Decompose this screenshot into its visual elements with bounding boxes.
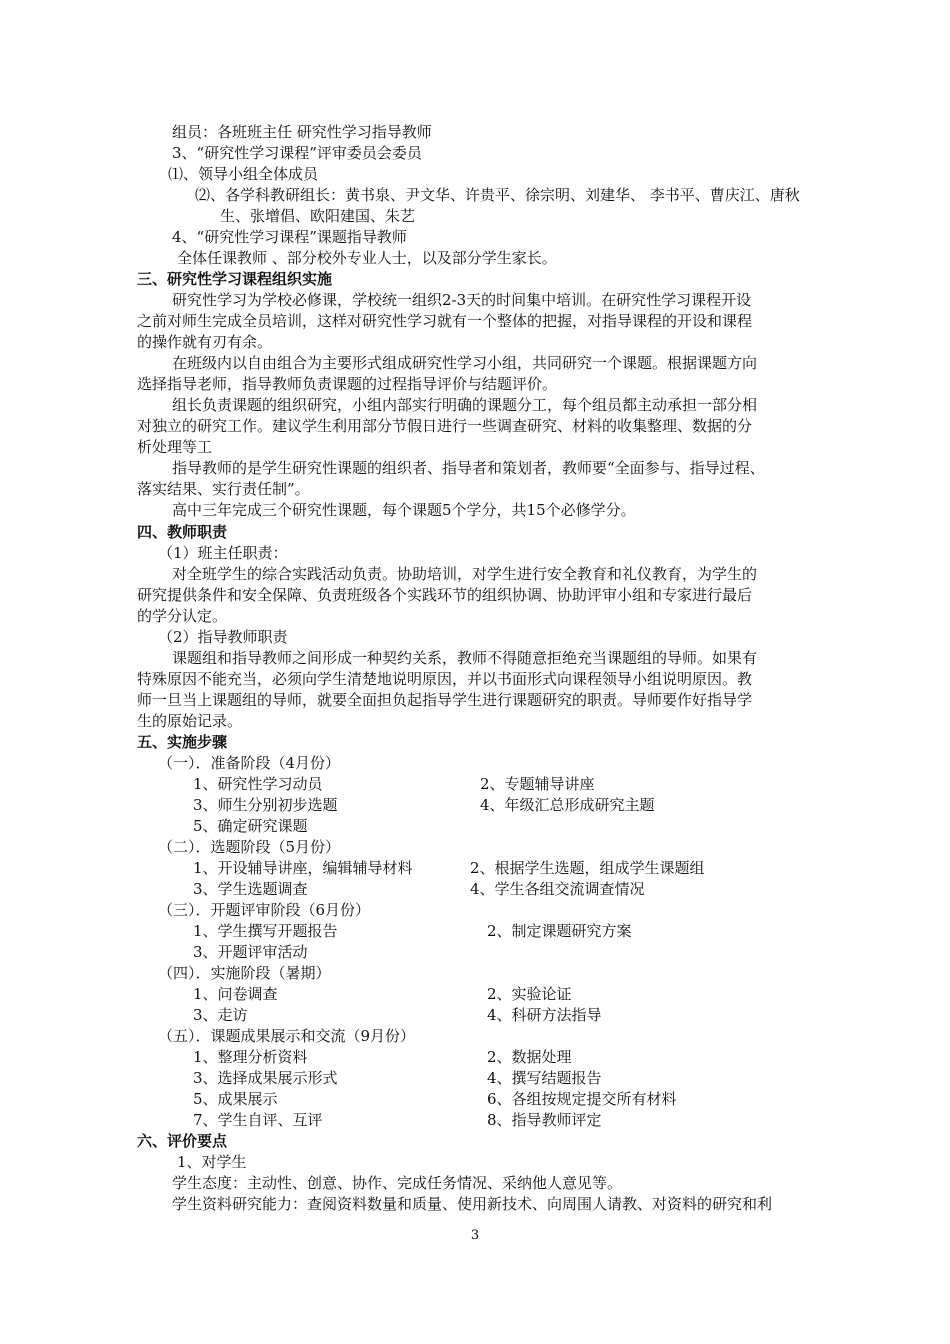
phase-5-title: （五）．课题成果展示和交流（9月份） — [158, 1027, 416, 1045]
s3-p4-l1: 指导教师的是学生研究性课题的组织者、指导者和策划者，教师要“全面参与、指导过程、 — [172, 459, 765, 477]
members-line: 组员：各班班主任 研究性学习指导教师 — [172, 123, 432, 141]
phase-2-title: （二）．选题阶段（5月份） — [158, 838, 341, 856]
s3-p2-l2: 选择指导老师，指导教师负责课题的过程指导评价与结题评价。 — [137, 375, 558, 393]
s4-p2-l3: 师一旦当上课题组的导师，就要全面担负起指导学生进行课题研究的职责。导师要作好指导学 — [137, 691, 753, 709]
page-number: 3 — [470, 1228, 480, 1243]
s6-l2: 学生资料研究能力：查阅资料数量和质量、使用新技术、向周围人请教、对资料的研究和利 — [172, 1195, 773, 1213]
phase-2-item: 4、学生各组交流调查情况 — [470, 880, 645, 898]
section5-heading: 五、实施步骤 — [137, 733, 228, 751]
phase-1-item: 3、师生分别初步选题 — [193, 796, 338, 814]
s4-p2-l1: 课题组和指导教师之间形成一种契约关系，教师不得随意拒绝充当课题组的导师。如果有 — [172, 649, 758, 667]
phase-4-item: 2、实验论证 — [487, 985, 572, 1003]
s6-l1: 学生态度：主动性、创意、协作、完成任务情况、采纳他人意见等。 — [172, 1174, 623, 1192]
phase-4-item: 3、走访 — [193, 1006, 248, 1024]
section3-heading: 三、研究性学习课程组织实施 — [137, 270, 333, 288]
phase-5-item: 7、学生自评、互评 — [193, 1111, 323, 1129]
phase-3-item: 1、学生撰写开题报告 — [193, 922, 338, 940]
phase-1-item: 2、专题辅导讲座 — [480, 775, 595, 793]
phase-5-item: 6、各组按规定提交所有材料 — [487, 1090, 677, 1108]
phase-2-item: 3、学生选题调查 — [193, 880, 308, 898]
s3-p1-l2: 之前对师生完成全员培训，这样对研究性学习就有一个整体的把握，对指导课程的开设和课程 — [137, 312, 753, 330]
s3-p1-l3: 的操作就有刃有余。 — [137, 333, 273, 351]
s4-p1-l1: 对全班学生的综合实践活动负责。协助培训，对学生进行安全教育和礼仪教育，为学生的 — [172, 565, 758, 583]
s3-p3-l3: 析处理等工 — [137, 438, 213, 456]
phase-4-item: 1、问卷调查 — [193, 985, 278, 1003]
s3-p3-l1: 组长负责课题的组织研究，小组内部实行明确的课题分工，每个组员都主动承担一部分相 — [172, 396, 758, 414]
s3-p2-l1: 在班级内以自由组合为主要形式组成研究性学习小组，共同研究一个课题。根据课题方向 — [172, 354, 758, 372]
phase-1-item: 1、研究性学习动员 — [193, 775, 323, 793]
phase-5-item: 2、数据处理 — [487, 1048, 572, 1066]
section6-heading: 六、评价要点 — [137, 1132, 228, 1150]
committee-item-2: ⑵、各学科教研组长：黄书泉、尹文华、许贵平、徐宗明、刘建华、 李书平、曹庆江、唐秋 — [195, 186, 800, 204]
phase-1-item: 4、年级汇总形成研究主题 — [480, 796, 655, 814]
s3-p5: 高中三年完成三个研究性课题，每个课题5个学分，共15个必修学分。 — [172, 501, 636, 519]
phase-4-title: （四）．实施阶段（暑期） — [158, 964, 331, 982]
phase-2-item: 2、根据学生选题，组成学生课题组 — [470, 859, 705, 877]
s3-p1-l1: 研究性学习为学校必修课，学校统一组织2-3天的时间集中培训。在研究性学习课程开设 — [172, 291, 752, 309]
phase-5-item: 5、成果展示 — [193, 1090, 278, 1108]
phase-2-item: 1、开设辅导讲座，编辑辅导材料 — [193, 859, 413, 877]
s6-sub1: 1、对学生 — [177, 1153, 247, 1171]
phase-5-item: 8、指导教师评定 — [487, 1111, 602, 1129]
committee-item-2-cont: 生、张增倡、欧阳建国、朱艺 — [220, 207, 416, 225]
phase-4-item: 4、科研方法指导 — [487, 1006, 602, 1024]
phase-5-item: 3、选择成果展示形式 — [193, 1069, 338, 1087]
phase-3-title: （三）．开题评审阶段（6月份） — [158, 901, 371, 919]
committee-title: 3、“研究性学习课程”评审委员会委员 — [172, 144, 422, 162]
s4-sub1: （1）班主任职责： — [158, 544, 288, 562]
phase-3-item: 3、开题评审活动 — [193, 943, 308, 961]
s4-sub2: （2）指导教师职责 — [158, 628, 288, 646]
phase-3-item: 2、制定课题研究方案 — [487, 922, 632, 940]
advisor-title: 4、“研究性学习课程”课题指导教师 — [172, 228, 407, 246]
s4-p2-l2: 特殊原因不能充当，必须向学生清楚地说明原因，并以书面形式向课程领导小组说明原因。教 — [137, 670, 753, 688]
phase-5-item: 1、整理分析资料 — [193, 1048, 308, 1066]
s3-p4-l2: 落实结果、实行责任制”。 — [137, 480, 310, 498]
phase-1-item: 5、确定研究课题 — [193, 817, 308, 835]
section4-heading: 四、教师职责 — [137, 523, 228, 541]
phase-5-item: 4、撰写结题报告 — [487, 1069, 602, 1087]
committee-item-1: ⑴、领导小组全体成员 — [168, 165, 319, 183]
s3-p3-l2: 对独立的研究工作。建议学生利用部分节假日进行一些调查研究、材料的收集整理、数据的分 — [137, 417, 753, 435]
phase-1-title: （一）．准备阶段（4月份） — [158, 754, 341, 772]
s4-p2-l4: 生的原始记录。 — [137, 712, 243, 730]
advisor-text: 全体任课教师 、部分校外专业人士，以及部分学生家长。 — [177, 249, 557, 267]
s4-p1-l3: 的学分认定。 — [137, 607, 228, 625]
s4-p1-l2: 研究提供条件和安全保障、负责班级各个实践环节的组织协调、协助评审小组和专家进行最后 — [137, 586, 753, 604]
